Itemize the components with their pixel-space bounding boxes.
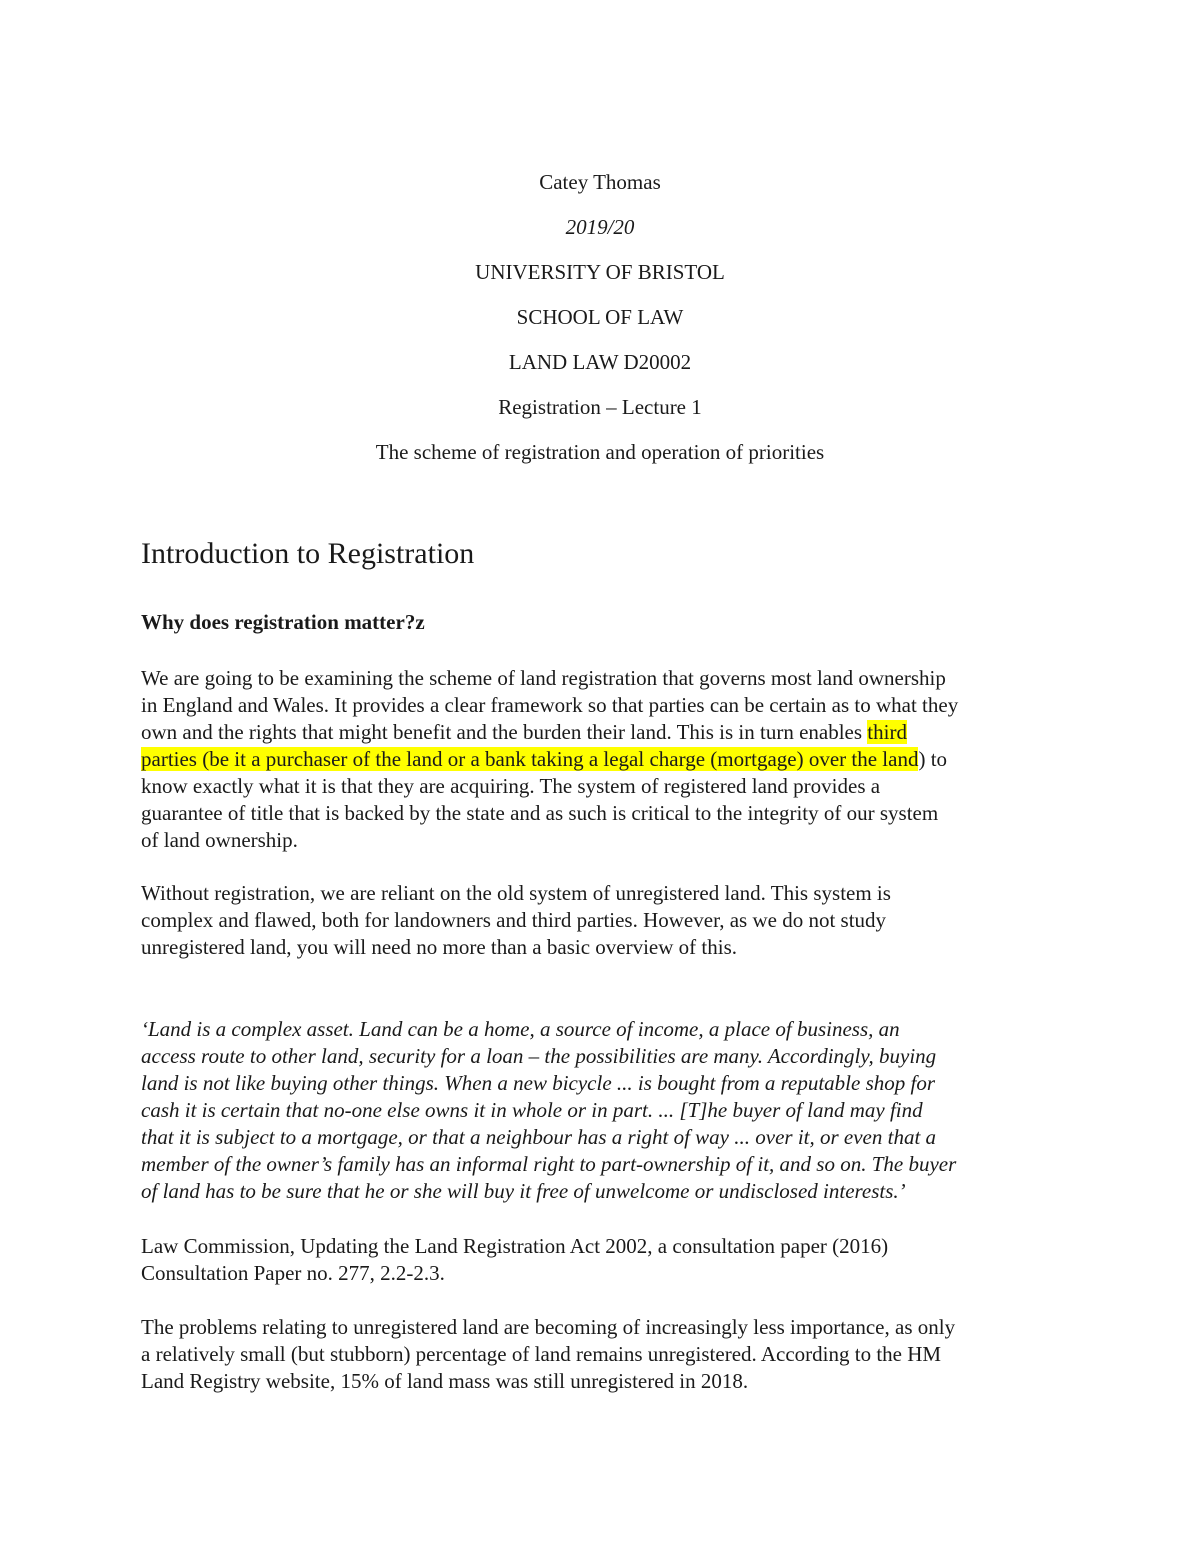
quote-line: that it is subject to a mortgage, or that a neighbour has a right of way ... over it, or even that a	[141, 1125, 937, 1149]
quote-line: ‘Land is a complex asset. Land can be a home, a source of income, a place of business, an	[141, 1017, 900, 1041]
quote-line: land is not like buying other things. When a new bicycle ... is bought from a reputable shop for	[141, 1071, 936, 1095]
paragraph-statistics	[141, 1314, 1066, 1395]
text-line: Consultation Paper no. 277, 2.2-2.3.	[141, 1261, 445, 1285]
author-name: Catey Thomas	[539, 170, 661, 194]
quote-citation	[141, 1233, 1066, 1287]
text-line	[141, 719, 1066, 746]
section-subheading: Why does registration matter?z	[141, 610, 425, 634]
module-code: LAND LAW D20002	[508, 350, 692, 374]
text-line: a relatively small (but stubborn) percentage of land remains unregistered. According to the HM	[141, 1342, 942, 1366]
highlighted-text: third	[867, 720, 907, 744]
quote-line: of land has to be sure that he or she will buy it free of unwelcome or undisclosed interests.’	[141, 1179, 906, 1203]
text-line: guarantee of title that is backed by the state and as such is critical to the integrity of our system	[141, 801, 939, 825]
block-quote	[141, 1016, 1066, 1205]
paragraph-unregistered	[141, 880, 1066, 961]
quote-line: access route to other land, security for a loan – the possibilities are many. Accordingly, buying	[141, 1044, 937, 1068]
university-name: UNIVERSITY OF BRISTOL	[475, 260, 725, 284]
school-name: SCHOOL OF LAW	[516, 305, 684, 329]
lecture-title: Registration – Lecture 1	[498, 395, 702, 419]
lecture-subtitle: The scheme of registration and operation of priorities	[375, 440, 825, 464]
text-line: Law Commission, Updating the Land Registration Act 2002, a consultation paper (2016)	[141, 1234, 889, 1258]
text-line: in England and Wales. It provides a clear framework so that parties can be certain as to what they	[141, 693, 959, 717]
text-span: own and the rights that might benefit and the burden their land. This is in turn enables	[141, 720, 868, 744]
highlighted-text: parties (be it a purchaser of the land or a bank taking a legal charge (mortgage) over the land	[141, 747, 919, 771]
text-line: The problems relating to unregistered land are becoming of increasingly less importance, as only	[141, 1315, 956, 1339]
quote-line: cash it is certain that no-one else owns it in whole or in part. ... [T]he buyer of land may find	[141, 1098, 923, 1122]
text-line: of land ownership.	[141, 828, 298, 852]
section-heading: Introduction to Registration	[141, 537, 475, 570]
text-line	[141, 746, 1066, 773]
paragraph-intro	[141, 665, 1066, 854]
academic-year: 2019/20	[565, 215, 635, 239]
text-line: We are going to be examining the scheme of land registration that governs most land ownership	[141, 666, 946, 690]
text-line: complex and flawed, both for landowners and third parties. However, as we do not study	[141, 908, 887, 932]
text-line: know exactly what it is that they are acquiring. The system of registered land provides a	[141, 774, 881, 798]
text-span: ) to	[918, 747, 948, 771]
text-line: unregistered land, you will need no more than a basic overview of this.	[141, 935, 737, 959]
text-line: Land Registry website, 15% of land mass was still unregistered in 2018.	[141, 1369, 749, 1393]
text-line: Without registration, we are reliant on the old system of unregistered land. This system is	[141, 881, 891, 905]
quote-line: member of the owner’s family has an informal right to part-ownership of it, and so on. The buyer	[141, 1152, 957, 1176]
